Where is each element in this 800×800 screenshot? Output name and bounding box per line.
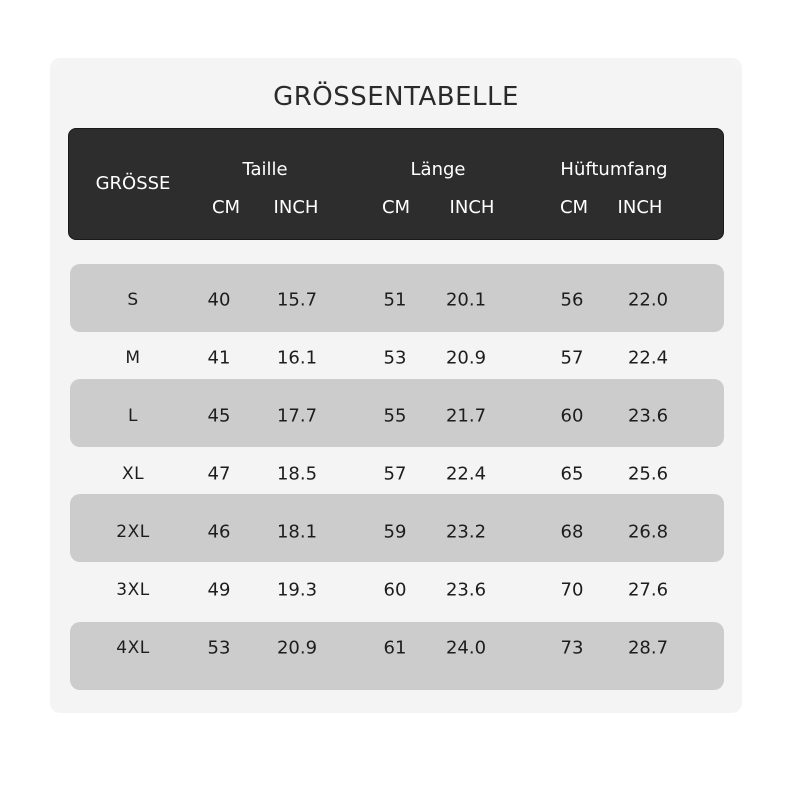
value-cell: 22.4 (627, 347, 669, 369)
value-cell: 18.5 (276, 463, 318, 485)
size-cell: M (125, 348, 141, 368)
header-unit-taille-inch: INCH (273, 197, 319, 218)
header-group-hueftumfang: Hüftumfang (560, 159, 668, 180)
header-size-label: GRÖSSE (95, 173, 171, 194)
value-cell: 15.7 (276, 289, 318, 311)
value-cell: 24.0 (445, 637, 487, 659)
value-cell: 51 (383, 289, 407, 311)
value-cell: 19.3 (276, 579, 318, 601)
size-chart-card (50, 58, 742, 713)
table-row (50, 329, 742, 387)
value-cell: 46 (207, 521, 231, 543)
chart-title: GRÖSSENTABELLE (273, 82, 519, 112)
table-row (50, 619, 742, 677)
value-cell: 57 (560, 347, 584, 369)
value-cell: 49 (207, 579, 231, 601)
value-cell: 16.1 (276, 347, 318, 369)
size-cell: XL (121, 464, 145, 484)
value-cell: 26.8 (627, 521, 669, 543)
value-cell: 40 (207, 289, 231, 311)
value-cell: 25.6 (627, 463, 669, 485)
value-cell: 68 (560, 521, 584, 543)
size-cell: 3XL (116, 580, 150, 600)
header-unit-hueftumfang-inch: INCH (617, 197, 663, 218)
value-cell: 20.9 (276, 637, 318, 659)
value-cell: 18.1 (276, 521, 318, 543)
value-cell: 23.2 (445, 521, 487, 543)
size-cell: 4XL (116, 638, 150, 658)
table-row (50, 561, 742, 619)
value-cell: 57 (383, 463, 407, 485)
table-header (68, 128, 724, 240)
value-cell: 22.0 (627, 289, 669, 311)
header-group-taille: Taille (242, 159, 288, 180)
value-cell: 41 (207, 347, 231, 369)
value-cell: 27.6 (627, 579, 669, 601)
table-row (50, 445, 742, 503)
value-cell: 22.4 (445, 463, 487, 485)
table-row (50, 387, 742, 445)
value-cell: 47 (207, 463, 231, 485)
value-cell: 28.7 (627, 637, 669, 659)
value-cell: 23.6 (627, 405, 669, 427)
value-cell: 59 (383, 521, 407, 543)
value-cell: 53 (383, 347, 407, 369)
size-cell: S (127, 290, 139, 310)
table-row (50, 503, 742, 561)
header-unit-laenge-cm: CM (381, 197, 411, 218)
value-cell: 55 (383, 405, 407, 427)
header-unit-hueftumfang-cm: CM (559, 197, 589, 218)
value-cell: 60 (383, 579, 407, 601)
value-cell: 73 (560, 637, 584, 659)
table-row (50, 271, 742, 329)
value-cell: 61 (383, 637, 407, 659)
value-cell: 17.7 (276, 405, 318, 427)
value-cell: 65 (560, 463, 584, 485)
value-cell: 23.6 (445, 579, 487, 601)
value-cell: 60 (560, 405, 584, 427)
value-cell: 70 (560, 579, 584, 601)
size-cell: L (128, 406, 138, 426)
size-cell: 2XL (116, 522, 150, 542)
header-unit-taille-cm: CM (211, 197, 241, 218)
value-cell: 45 (207, 405, 231, 427)
value-cell: 53 (207, 637, 231, 659)
value-cell: 20.9 (445, 347, 487, 369)
header-unit-laenge-inch: INCH (449, 197, 495, 218)
value-cell: 21.7 (445, 405, 487, 427)
value-cell: 56 (560, 289, 584, 311)
value-cell: 20.1 (445, 289, 487, 311)
header-group-laenge: Länge (410, 159, 466, 180)
